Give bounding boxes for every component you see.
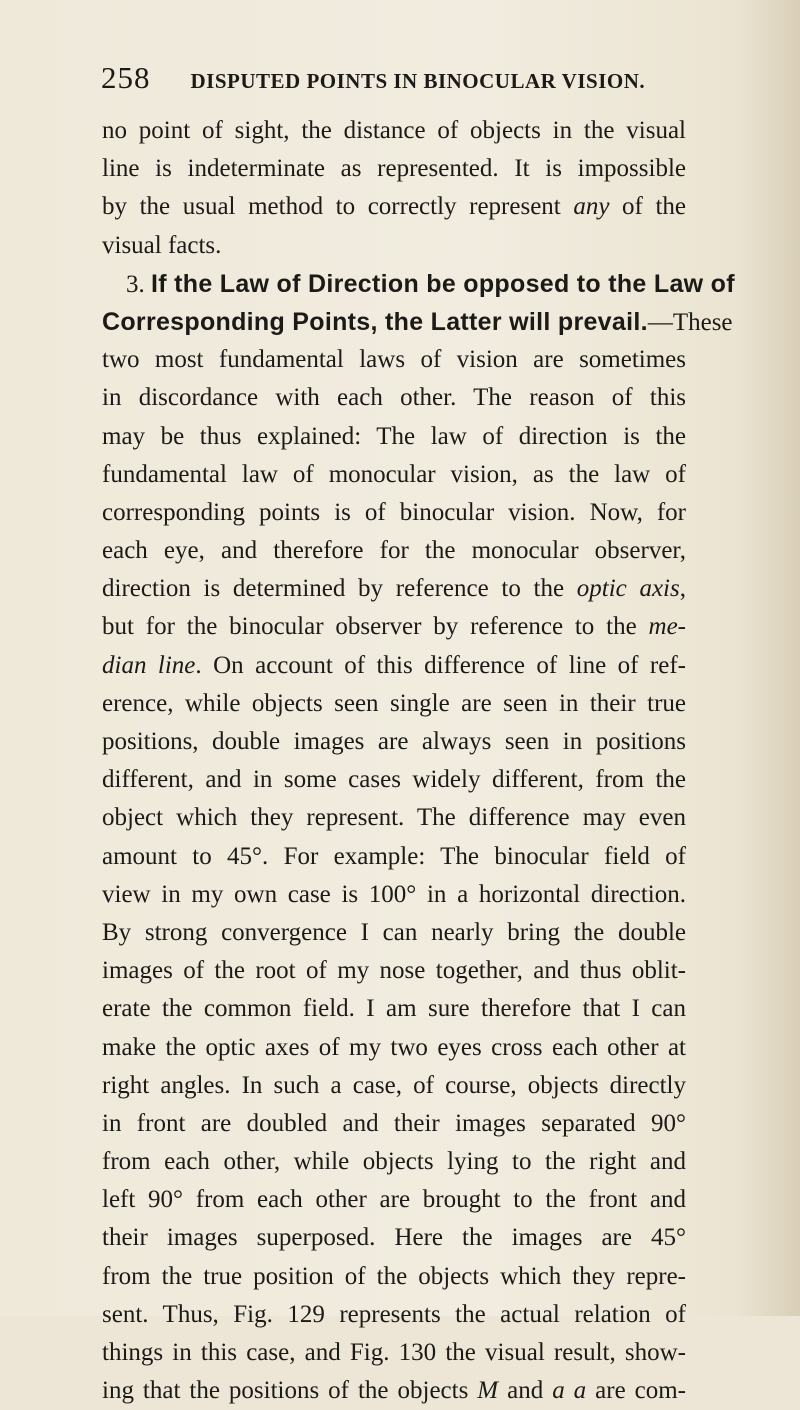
text-line: corresponding points is of binocular vision. Now, for xyxy=(102,498,686,526)
text-line: left 90° from each other are brought to the front and xyxy=(102,1186,686,1214)
section-heading-line: Corresponding Points, the Latter will prevail.—These xyxy=(102,307,733,336)
text-line: their images superposed. Here the images are 45° xyxy=(102,1224,686,1252)
text-line: in front are doubled and their images separated 90° xyxy=(102,1109,686,1137)
text-line: object which they represent. The difference may even xyxy=(102,804,686,832)
page-header xyxy=(101,60,701,95)
text-line: no point of sight, the distance of objects in the visual xyxy=(102,117,686,144)
text-line: by the usual method to correctly represent any of the xyxy=(102,193,686,221)
body-text xyxy=(102,112,735,1410)
emphasis-median-line: me- xyxy=(648,613,686,641)
text-line: sent. Thus, Fig. 129 represents the actual relation of xyxy=(102,1300,686,1328)
text-line: different, and in some cases widely different, from the xyxy=(102,766,686,794)
text-line: may be thus explained: The law of direction is the xyxy=(102,422,686,450)
text-line: visual facts. xyxy=(102,231,222,259)
text-line: positions, double images are always seen in positions xyxy=(102,728,686,755)
text-line: amount to 45°. For example: The binocular field of xyxy=(102,842,686,870)
section-heading: If the Law of Direction be opposed to the Law of xyxy=(151,269,735,298)
text-line: ing that the positions of the objects M and a a are com- xyxy=(102,1377,687,1405)
text-line: By strong convergence I can nearly bring the double xyxy=(102,918,686,946)
running-title: DISPUTED POINTS IN BINOCULAR VISION. xyxy=(190,69,646,93)
text-line: images of the root of my nose together, and thus oblit- xyxy=(102,957,686,985)
page-number: 258 xyxy=(101,60,151,95)
emphasis-median-line-cont: dian line xyxy=(102,651,196,679)
emphasis-a-a: a a xyxy=(552,1377,587,1405)
text-line: erate the common field. I am sure therefore that I can xyxy=(102,995,686,1023)
text-line: erence, while objects seen single are seen in their true xyxy=(102,689,686,717)
text-line: fundamental law of monocular vision, as the law of xyxy=(102,460,686,488)
text-line: from the true position of the objects which they repre- xyxy=(102,1262,686,1290)
emphasis-any: any xyxy=(573,193,610,221)
text-line: each eye, and therefore for the monocular observer, xyxy=(102,537,686,565)
text-line: make the optic axes of my two eyes cross each other at xyxy=(102,1033,686,1061)
section-heading-line: 3. If the Law of Direction be opposed to the Law of xyxy=(126,269,735,298)
text-line: two most fundamental laws of vision are sometimes xyxy=(102,346,686,374)
emphasis-optic-axis: optic axis xyxy=(576,575,680,603)
text-line: view in my own case is 100° in a horizontal direction. xyxy=(102,880,686,908)
text-line: direction is determined by reference to the optic axis, xyxy=(102,575,686,603)
text-line: in discordance with each other. The reason of this xyxy=(102,384,686,412)
text-line: dian line. On account of this difference of line of ref- xyxy=(102,651,686,679)
text-line: right angles. In such a case, of course, objects directly xyxy=(102,1071,686,1099)
text-line: but for the binocular observer by reference to the me- xyxy=(102,613,686,641)
emphasis-M: M xyxy=(477,1377,499,1405)
text-line: from each other, while objects lying to the right and xyxy=(102,1148,686,1176)
section-heading-cont: Corresponding Points, the Latter will prevail. xyxy=(102,307,648,336)
text-line: things in this case, and Fig. 130 the visual result, show- xyxy=(102,1339,686,1366)
text-line: line is indeterminate as represented. It is impossible xyxy=(102,155,686,183)
